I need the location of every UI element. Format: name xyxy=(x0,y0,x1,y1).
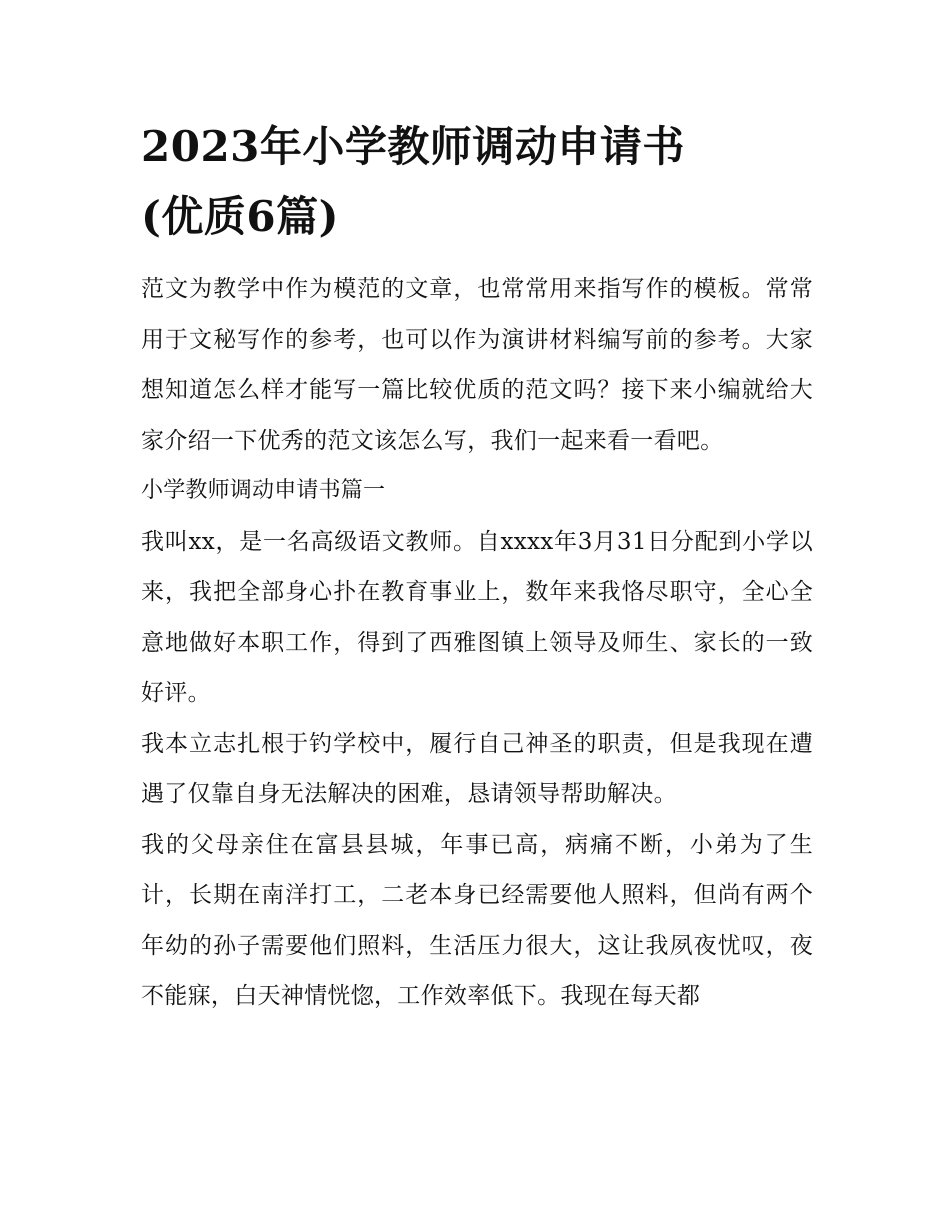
intro-paragraph: 范文为教学中作为模范的文章，也常常用来指写作的模板。常常用于文秘写作的参考，也可以作为演讲材料编写前的参考。大家想知道怎么样才能写一篇比较优质的范文吗？接下来小编就给大家介绍一下优秀的范文该怎么写，我们一起来看一看吧。 xyxy=(141,276,813,454)
body-paragraph-3: 我的父母亲住在富县县城，年事已高，病痛不断，小弟为了生计，长期在南洋打工，二老本身已经需要他人照料，但尚有两个年幼的孙子需要他们照料，生活压力很大，这让我夙夜忧叹，夜不能寐，白天神情恍惚，工作效率低下。我现在每天都 xyxy=(141,831,813,1009)
body-paragraph-2: 我本立志扎根于钓学校中，履行自己神圣的职责，但是我现在遭遇了仅靠自身无法解决的困难，恳请领导帮助解决。 xyxy=(141,730,813,807)
body-paragraph-1: 我叫xx，是一名高级语文教师。自xxxx年3月31日分配到小学以来，我把全部身心扑在教育事业上，数年来我恪尽职守，全心全意地做好本职工作，得到了西雅图镇上领导及师生、家长的一致好评。 xyxy=(141,528,813,706)
document-title: 2023年小学教师调动申请书 (优质6篇) xyxy=(141,122,685,241)
section-heading: 小学教师调动申请书篇一 xyxy=(141,478,386,503)
document-body xyxy=(141,112,813,1022)
